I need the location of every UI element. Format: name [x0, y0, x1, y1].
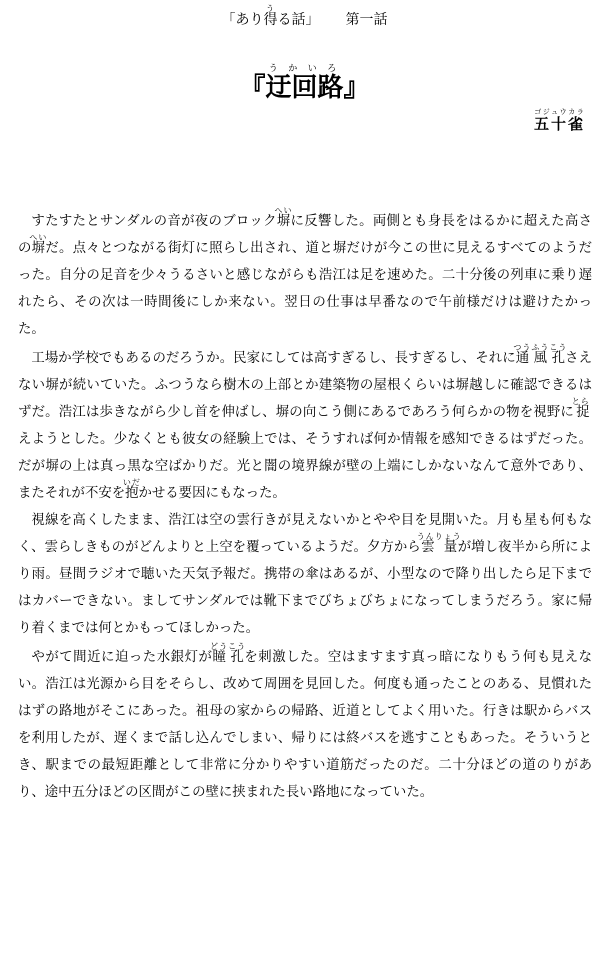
paragraph-1: すたすたとサンダルの音が夜のブロック塀へいに反響した。両側とも身長をはるかに超えた高さの塀へいだ。点々とつながる街灯に照らし出され、道と塀だけが今この世に見えるすべてのようだった。自分の足音を少々うるさいと感じながらも浩江は足を速めた。二十分後の列車に乗り遅れたら、その次は一時間後にしか来ない。翌日の仕事は早番なので午前様だけは避けたかった。	[18, 206, 592, 337]
story-body	[18, 206, 592, 806]
paragraph-4: やがて間近に迫った水銀灯が瞳孔どうこうを刺激した。空はますます真っ暗になりもう何も見えない。浩江は光源から目をそらし、改めて周囲を見回した。何度も通ったことのある、見慣れたはずの路地がそこにあった。祖母の家からの帰路、近道としてよく用いた。行きは駅からバスを利用したが、遅くまで話し込んでしまい、帰りには終バスを逃すこともあった。そういうとき、駅までの最短距離として非常に分かりやすい道筋だったのだ。二十分ほどの道のりがあり、途中五分ほどの区間がこの壁に挟まれた長い路地になっていた。	[18, 642, 592, 800]
author-name: 五十雀ゴジュウカラ	[533, 108, 585, 133]
paragraph-3: 視線を高くしたまま、浩江は空の雲行きが見えないかとやや目を見開いた。月も星も何もなく、雲らしきものがどんよりと上空を覆っているようだ。夕方から雲量うんりょうが増し夜半から所により雨。昼間ラジオで聴いた天気予報だ。携帯の傘はあるが、小型なので降り出したら足下まではカバーできない。ましてサンダルでは靴下までびちょびちょになってしまうだろう。家に帰り着くまでは何とかもってほしかった。	[18, 513, 592, 636]
series-header	[0, 4, 609, 29]
paragraph-2: 工場か学校でもあるのだろうか。民家にしては高すぎるし、長すぎるし、それに通風孔つうふうこうさえない塀が続いていた。ふつうなら樹木の上部とか建築物の屋根くらいは塀越しに確認できるはずだ。浩江は歩きながら少し首を伸ばし、塀の向こう側にあるであろう何らかの物を視野に捉とらえようとした。少なくとも彼女の経験上では、そうすれば何か情報を感知できるはずだった。だが塀の上は真っ黒な空ばかりだ。光と闇の境界線が壁の上端にしかないなんて意外であり、またそれが不安を抱いだかせる要因にもなった。	[18, 343, 592, 501]
story-title: 『迂回路うかいろ』	[239, 64, 370, 103]
series-title: 「あり得うる話」	[221, 4, 320, 28]
episode-label: 第一話	[345, 12, 388, 28]
